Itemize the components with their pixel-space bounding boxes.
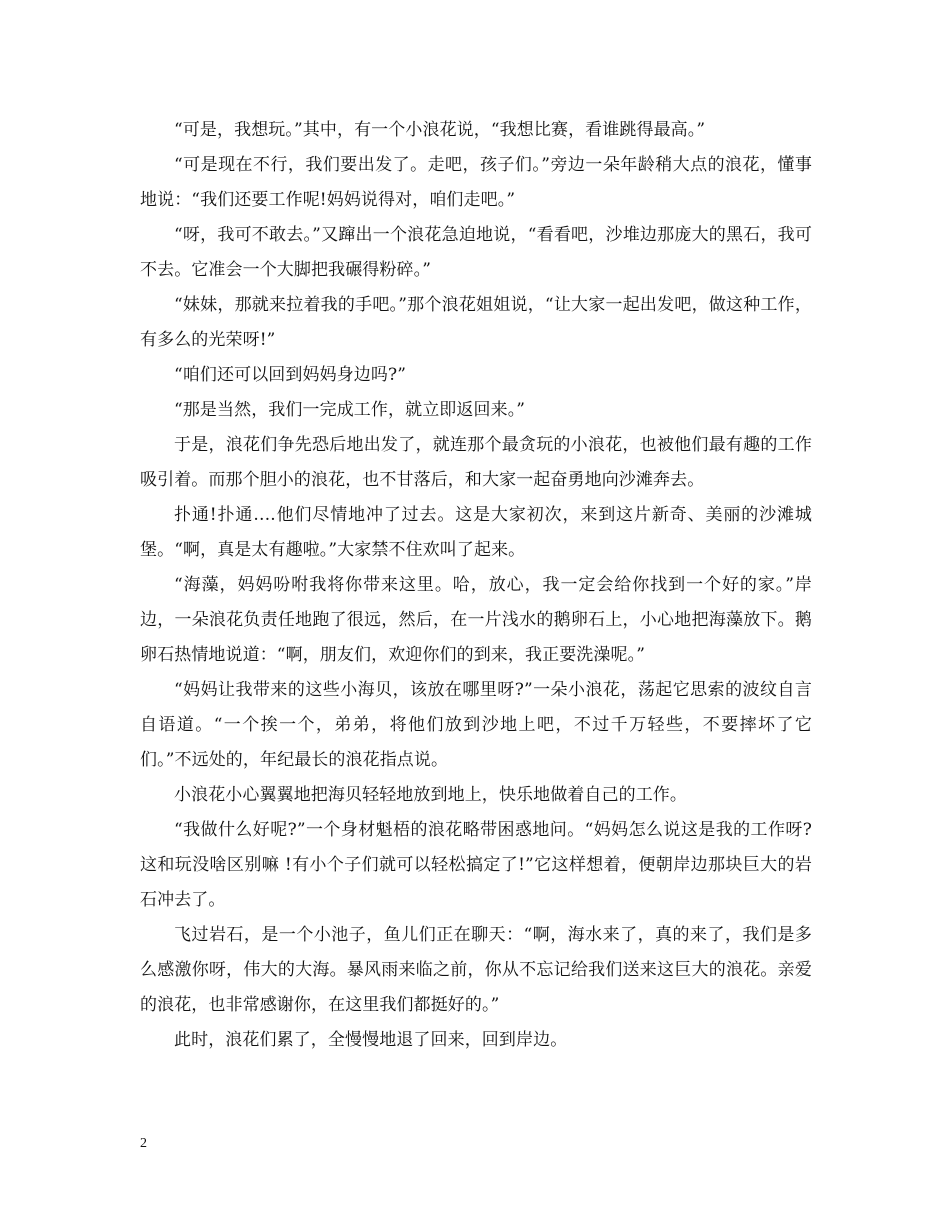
paragraph-14: 此时，浪花们累了，全慢慢地退了回来，回到岸边。 <box>174 1030 568 1050</box>
paragraph-6: “那是当然，我们一完成工作，就立即返回来。” <box>174 400 526 420</box>
paragraph-5: “咱们还可以回到妈妈身边吗?” <box>174 365 406 385</box>
paragraph-10: “妈妈让我带来的这些小海贝，该放在哪里呀?”一朵小浪花，荡起它思索的波纹自言自语道。“一个挨一个，弟弟，将他们放到沙地上吧，不过千万轻些，不要摔坏了它们。”不远处的，年纪最长的浪花指点说。 <box>140 680 812 770</box>
paragraph-8: 扑通!扑通….他们尽情地冲了过去。这是大家初次，来到这片新奇、美丽的沙滩城堡。“啊，真是太有趣啦。”大家禁不住欢叫了起来。 <box>140 505 812 560</box>
paragraph-11: 小浪花小心翼翼地把海贝轻轻地放到地上，快乐地做着自己的工作。 <box>174 785 687 805</box>
paragraph-13: 飞过岩石，是一个小池子，鱼儿们正在聊天：“啊，海水来了，真的来了，我们是多么感激你呀，伟大的大海。暴风雨来临之前，你从不忘记给我们送来这巨大的浪花。亲爱的浪花，也非常感谢你，在这里我们都挺好的。” <box>140 925 812 1015</box>
document-body <box>140 113 812 1058</box>
paragraph-7: 于是，浪花们争先恐后地出发了，就连那个最贪玩的小浪花，也被他们最有趣的工作吸引着。而那个胆小的浪花，也不甘落后，和大家一起奋勇地向沙滩奔去。 <box>140 435 812 490</box>
paragraph-3: “呀，我可不敢去。”又蹿出一个浪花急迫地说，“看看吧，沙堆边那庞大的黑石，我可不去。它准会一个大脚把我碾得粉碎。” <box>140 225 812 280</box>
paragraph-1: “可是，我想玩。”其中，有一个小浪花说，“我想比赛，看谁跳得最高。” <box>174 120 706 140</box>
paragraph-9: “海藻，妈妈吩咐我将你带来这里。哈，放心，我一定会给你找到一个好的家。”岸边，一朵浪花负责任地跑了很远，然后，在一片浅水的鹅卵石上，小心地把海藻放下。鹅卵石热情地说道：“啊，朋友们，欢迎你们的到来，我正要洗澡呢。” <box>140 575 812 665</box>
paragraph-12: “我做什么好呢?”一个身材魁梧的浪花略带困惑地问。“妈妈怎么说这是我的工作呀?这和玩没啥区别嘛 !有小个子们就可以轻松搞定了!”它这样想着，便朝岸边那块巨大的岩石冲去了。 <box>140 820 812 910</box>
paragraph-4: “妹妹，那就来拉着我的手吧。”那个浪花姐姐说，“让大家一起出发吧，做这种工作，有多么的光荣呀!” <box>140 295 812 350</box>
paragraph-2: “可是现在不行，我们要出发了。走吧，孩子们。”旁边一朵年龄稍大点的浪花，懂事地说：“我们还要工作呢!妈妈说得对，咱们走吧。” <box>140 155 812 210</box>
page-number: 2 <box>140 1136 147 1151</box>
